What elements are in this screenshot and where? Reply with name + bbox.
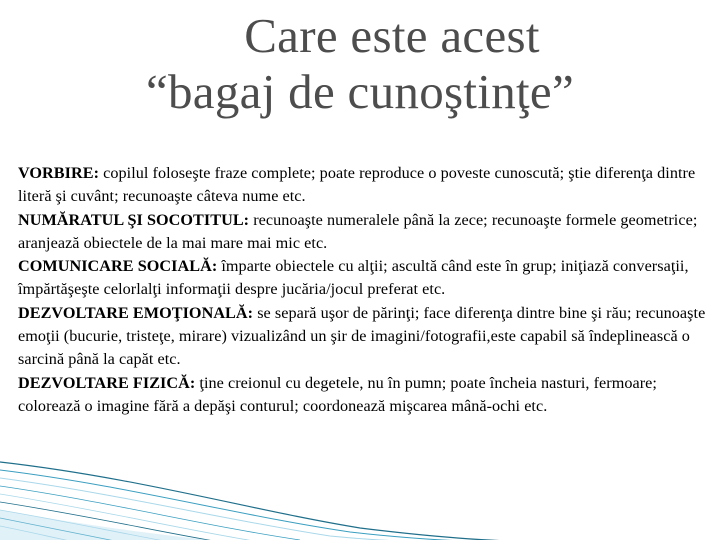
paragraph-fizica: [18, 372, 710, 419]
paragraph-heading: DEZVOLTARE EMOŢIONALĂ:: [18, 303, 254, 322]
paragraph-text: copilul foloseşte fraze complete; poate reproduce o poveste cunoscută; ştie diferenţa dintre literă şi cuvânt; recunoaşte câteva nume etc.: [18, 164, 696, 206]
paragraph-text: ţine creionul cu degetele, nu în pumn; poate încheia nasturi, fermoare; colorează o imagine fără a depăşi conturul; coordonează mişcarea mână-ochi etc.: [18, 373, 657, 415]
paragraph-text: se separă uşor de părinţi; face diferenţa dintre bine şi rău; recunoaşte emoţii (bucurie, tristeţe, mirare) vizualizând un şir de imagini/fotografii,este capabil să îndeplinească o sarcină până la capăt etc.: [18, 303, 706, 369]
paragraph-heading: COMUNICARE SOCIALĂ:: [18, 257, 218, 276]
paragraph-emotionala: [18, 302, 710, 372]
title-line-2: “bagaj de cunoştinţe”: [145, 64, 575, 119]
paragraph-heading: VORBIRE:: [18, 164, 100, 182]
paragraph-comunicare: [18, 255, 710, 302]
paragraph-heading: DEZVOLTARE FIZICĂ:: [18, 373, 196, 392]
paragraph-numaratul: [18, 209, 710, 256]
slide-title: [0, 8, 720, 120]
body-text: [18, 162, 710, 418]
wave-decoration: [0, 450, 720, 540]
paragraph-text: recunoaşte numeralele până la zece; recunoaşte formele geometrice; aranjează obiectele de la mai mare mai mic etc.: [18, 210, 698, 252]
wave-lines: [0, 462, 560, 540]
paragraph-text: împarte obiectele cu alţii; ascultă când este în grup; iniţiază conversaţii, împărtăşeşte celorlalţi informaţii despre jucăria/jocul preferat etc.: [18, 257, 689, 299]
title-line-1: Care este acest: [244, 8, 540, 63]
wave-fill: [0, 510, 210, 540]
paragraph-heading: NUMĂRATUL ŞI SOCOTITUL:: [18, 210, 250, 229]
paragraph-vorbire: [18, 162, 710, 209]
